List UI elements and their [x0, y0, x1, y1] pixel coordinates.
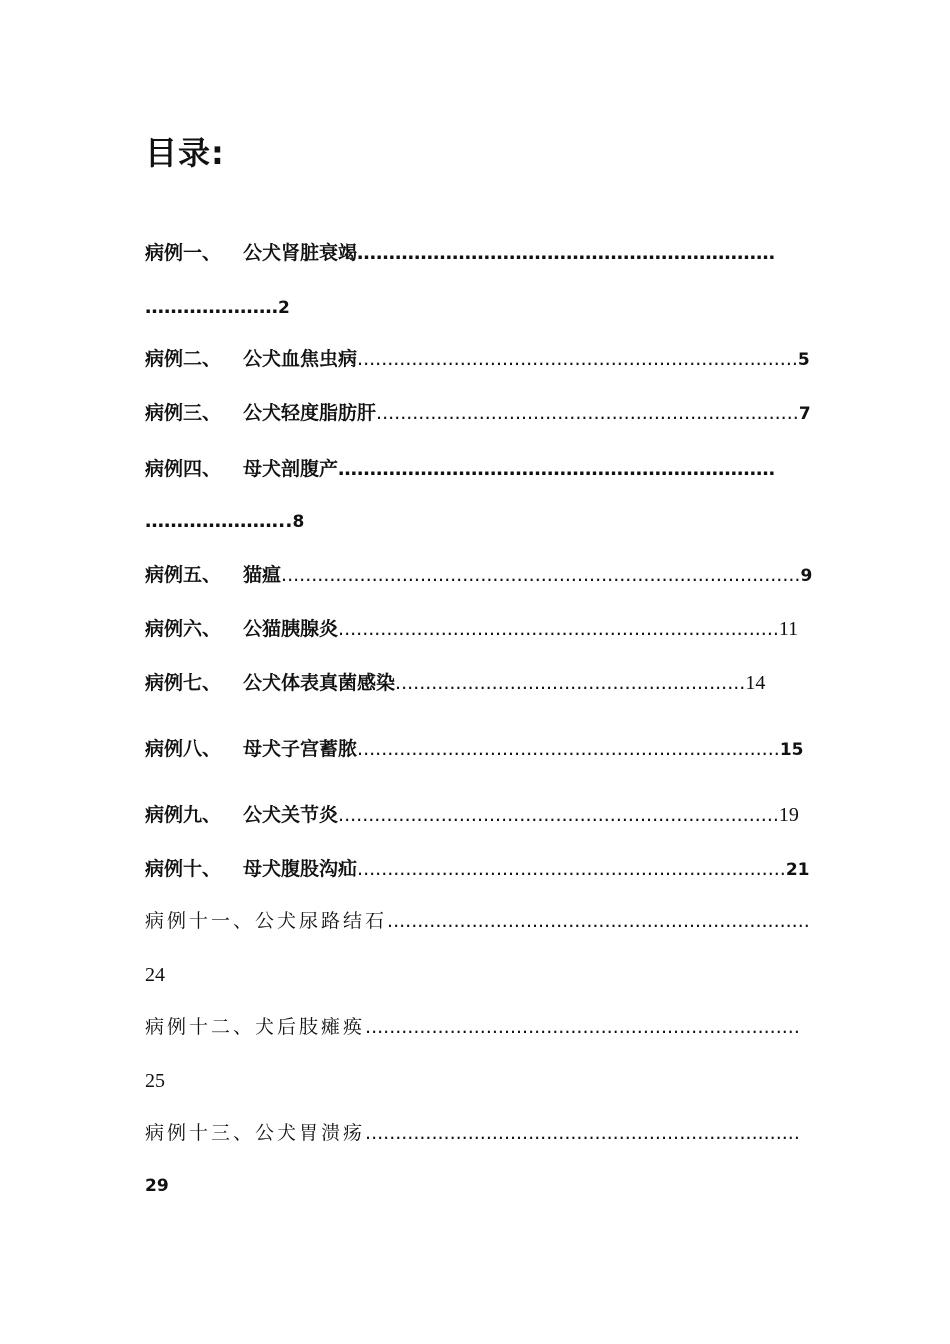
toc-entry-13-continued[interactable]: [145, 1172, 169, 1199]
toc-entry-title: 公犬胃溃疡: [255, 1122, 366, 1144]
toc-entry-leader: …………………………………………………………: [357, 242, 776, 264]
toc-entry-label: 病例十一、: [145, 910, 256, 932]
toc-entry-page: 5: [797, 350, 810, 370]
toc-entry-3[interactable]: [145, 400, 811, 427]
toc-entry-1-continued[interactable]: [145, 294, 290, 321]
toc-entry-label: 病例二、: [145, 348, 222, 370]
toc-entry-page: 11: [778, 618, 799, 640]
toc-entry-page: 15: [779, 740, 804, 760]
toc-entry-10[interactable]: [145, 856, 810, 883]
toc-entry-page: 29: [145, 1176, 169, 1196]
toc-entry-4[interactable]: [145, 456, 775, 482]
toc-entry-page: 7: [798, 404, 811, 424]
toc-entry-label: 病例四、: [145, 458, 222, 480]
toc-entry-page: 21: [785, 860, 810, 880]
toc-entry-title: 猫瘟: [243, 564, 282, 586]
toc-entry-leader: .........................................................................: [357, 348, 798, 370]
toc-entry-leader: ......................................................................: [387, 910, 810, 932]
toc-entry-9[interactable]: [145, 802, 799, 828]
toc-entry-4-continued[interactable]: [145, 508, 304, 535]
toc-entry-label: 病例七、: [145, 672, 222, 694]
toc-entry-leader: …………………: [145, 296, 278, 318]
toc-entry-page: 8: [292, 512, 305, 532]
toc-entry-5[interactable]: [145, 562, 812, 589]
toc-entry-label: 病例十三、: [145, 1122, 256, 1144]
toc-entry-12[interactable]: [145, 1014, 800, 1040]
toc-entry-title: 公猫胰腺炎: [243, 618, 339, 640]
toc-entry-label: 病例十二、: [145, 1016, 256, 1038]
toc-entry-leader: ......................................................................: [357, 738, 780, 760]
toc-entry-leader: ......................................................................: [376, 402, 799, 424]
toc-entry-page: 19: [778, 804, 799, 826]
page-title: 目录:: [145, 134, 225, 172]
toc-entry-title: 母犬剖腹产: [243, 458, 339, 480]
toc-entry-leader: …………………..: [145, 510, 293, 532]
toc-entry-7[interactable]: [145, 670, 765, 696]
toc-entry-leader: .........................................................................: [338, 804, 779, 826]
toc-entry-11-continued[interactable]: [145, 962, 165, 988]
toc-entry-page: 24: [145, 964, 165, 986]
toc-entry-title: 公犬轻度脂肪肝: [243, 402, 377, 424]
toc-entry-page: 14: [745, 672, 766, 694]
toc-entry-2[interactable]: [145, 346, 810, 373]
toc-entry-label: 病例五、: [145, 564, 222, 586]
toc-entry-6[interactable]: [145, 616, 798, 642]
toc-entry-title: 公犬体表真菌感染: [243, 672, 396, 694]
toc-entry-leader: ......................................................................................: [281, 564, 801, 586]
toc-entry-label: 病例三、: [145, 402, 222, 424]
toc-entry-title: 公犬关节炎: [243, 804, 339, 826]
toc-entry-leader: ……………………………………………………………: [338, 458, 776, 480]
toc-entry-page: 9: [800, 566, 813, 586]
toc-entry-title: 公犬尿路结石: [255, 910, 388, 932]
toc-entry-leader: .........................................................................: [338, 618, 779, 640]
toc-entry-leader: ..........................................................: [395, 672, 746, 694]
toc-entry-leader: ........................................................................: [365, 1122, 800, 1144]
toc-entry-1[interactable]: [145, 240, 775, 266]
toc-entry-title: 公犬血焦虫病: [243, 348, 358, 370]
toc-entry-leader: .......................................................................: [357, 858, 786, 880]
toc-entry-12-continued[interactable]: [145, 1068, 165, 1094]
toc-entry-leader: ........................................................................: [365, 1016, 800, 1038]
toc-entry-title: 母犬子宫蓄脓: [243, 738, 358, 760]
toc-entry-label: 病例八、: [145, 738, 222, 760]
toc-entry-title: 公犬肾脏衰竭: [243, 242, 358, 264]
toc-entry-page: 25: [145, 1070, 165, 1092]
toc-entry-page: 2: [278, 298, 290, 318]
toc-entry-label: 病例一、: [145, 242, 222, 264]
toc-entry-title: 母犬腹股沟疝: [243, 858, 358, 880]
toc-entry-11[interactable]: [145, 908, 810, 934]
toc-entry-label: 病例九、: [145, 804, 222, 826]
toc-entry-label: 病例六、: [145, 618, 222, 640]
toc-entry-title: 犬后肢瘫痪: [255, 1016, 366, 1038]
toc-entry-8[interactable]: [145, 736, 803, 763]
toc-entry-13[interactable]: [145, 1120, 800, 1146]
toc-entry-label: 病例十、: [145, 858, 222, 880]
